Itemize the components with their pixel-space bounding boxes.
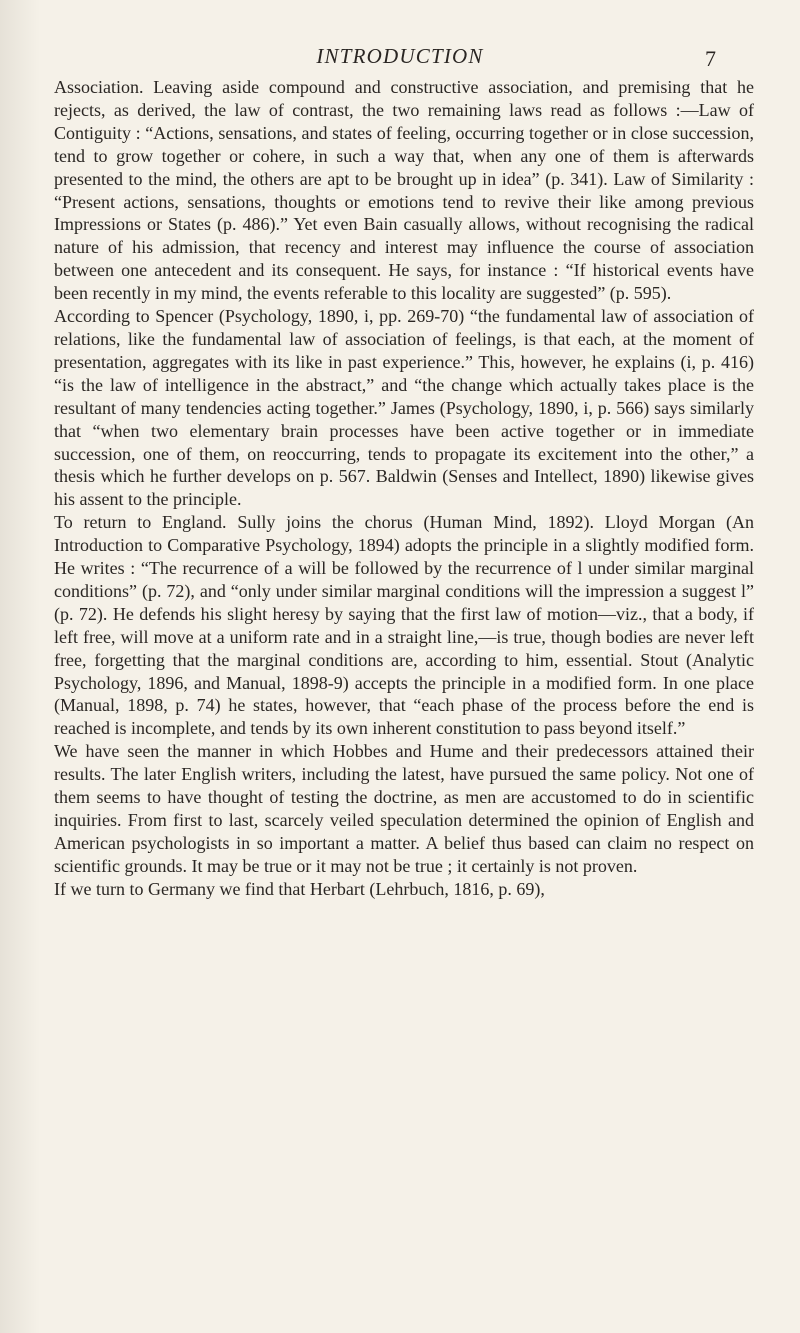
running-head: INTRODUCTION	[316, 44, 484, 68]
paragraph: If we turn to Germany we find that Herbart (Lehrbuch, 1816, p. 69),	[54, 878, 545, 899]
paragraph: To return to England. Sully joins the chorus (Human Mind, 1892). Lloyd Morgan (An Introduction to Comparative Psychology, 1894) adopts the principle in a slightly modified form. He writes : “The recurrence of a will be followed by the recurrence of l under similar marginal conditions” (p. 72), and “only under similar marginal conditions will the impression a suggest l” (p. 72). He defends his slight heresy by saying that the first law of motion—viz., that a body, if left free, will move at a uniform rate and in a straight line,—is true, though bodies are never left free, forgetting that the marginal conditions are, according to him, essential. Stout (Analytic Psychology, 1896, and Manual, 1898-9) accepts the principle in a modified form. In one place (Manual, 1898, p. 74) he states, however, that “each phase of the process before the end is reached is incomplete, and tends by its own inherent constitution to pass beyond itself.”	[54, 512, 754, 739]
page-gutter-shadow	[0, 0, 40, 1333]
body-text	[54, 76, 754, 901]
paragraph: According to Spencer (Psychology, 1890, i, pp. 269-70) “the fundamental law of association of relations, like the fundamental law of association of feelings, is that each, at the moment of presentation, aggregates with its like in past experience.” This, however, he explains (i, p. 416) “is the law of intelligence in the abstract,” and “the change which actually takes place is the resultant of many tendencies acting together.” James (Psychology, 1890, i, p. 566) says similarly that “when two elementary brain processes have been active together or in immediate succession, one of them, on reoccurring, tends to propagate its excitement into the other,” a thesis which he further develops on p. 567. Baldwin (Senses and Intellect, 1890) likewise gives his assent to the principle.	[54, 306, 754, 510]
paragraph: Association. Leaving aside compound and constructive association, and premising that he rejects, as derived, the law of contrast, the two remaining laws read as follows :—Law of Contiguity : “Actions, sensations, and states of feeling, occurring together or in close succession, tend to grow together or cohere, in such a way that, when any one of them is afterwards presented to the mind, the others are apt to be brought up in idea” (p. 341). Law of Similarity : “Present actions, sensations, thoughts or emotions tend to revive their like among previous Impressions or States (p. 486).” Yet even Bain casually allows, without recognising the radical nature of his admission, that recency and interest may influence the course of association between one antecedent and its consequent. He says, for instance : “If historical events have been recently in my mind, the events referable to this locality are suggested” (p. 595).	[54, 77, 754, 304]
page-number: 7	[705, 46, 716, 71]
paragraph: We have seen the manner in which Hobbes and Hume and their predecessors attained their results. The later English writers, including the latest, have pursued the same policy. Not one of them seems to have thought of testing the doctrine, as men are accustomed to do in scientific inquiries. From first to last, scarcely veiled speculation determined the opinion of English and American psychologists in so important a matter. A belief thus based can claim no respect on scientific grounds. It may be true or it may not be true ; it certainly is not proven.	[54, 741, 754, 876]
